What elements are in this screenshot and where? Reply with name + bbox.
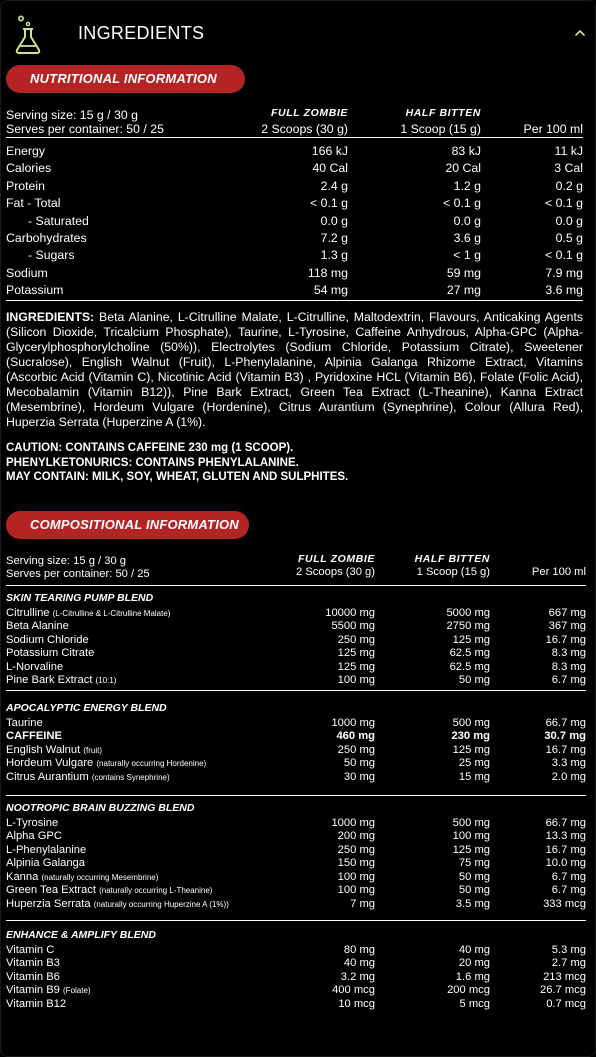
value-full-zombie: 125 mg xyxy=(337,660,375,673)
ingredient-name: Taurine xyxy=(6,717,43,729)
value-per-100ml: 66.7 mg xyxy=(545,817,586,829)
ingredient-row-name xyxy=(6,647,94,659)
ingredient-name: Vitamin B12 xyxy=(6,997,67,1010)
per-100ml-header: Per 100 ml xyxy=(523,122,583,136)
caution-caffeine: CAUTION: CONTAINS CAFFEINE 230 mg (1 SCOOP). xyxy=(6,442,294,454)
value-half-bitten: 1.6 mg xyxy=(455,970,490,983)
ingredient-row-name xyxy=(6,717,43,729)
value-half-bitten: 230 mg xyxy=(451,730,490,743)
value-half-bitten: 40 mg xyxy=(458,944,490,956)
ingredients-label: INGREDIENTS: xyxy=(6,310,95,324)
ingredient-name: Vitamin B3 xyxy=(6,957,60,970)
value-half-bitten: 62.5 mg xyxy=(449,647,490,660)
ingredient-row-name xyxy=(6,817,58,829)
nutritional-information-pill: NUTRITIONAL INFORMATION xyxy=(6,65,245,93)
value-per-100ml: 26.7 mcg xyxy=(539,984,586,997)
flask-icon xyxy=(13,15,43,55)
ingredient-row-name xyxy=(6,898,229,910)
value-full-zombie: 30 mg xyxy=(343,770,375,783)
value-half-bitten: 50 mg xyxy=(458,870,490,883)
ingredient-row-name xyxy=(6,844,86,856)
ingredient-row-name xyxy=(6,998,66,1010)
serves-per-container: Serves per container: 50 / 25 xyxy=(6,122,164,136)
ingredient-name: Pine Bark Extract xyxy=(6,674,93,687)
value-per-100ml: 213 mcg xyxy=(543,970,586,983)
value-per-100ml: 6.7 mg xyxy=(551,884,586,897)
nutrient-value-half-bitten: 1.2 g xyxy=(453,178,481,193)
blend-title: NOOTROPIC BRAIN BUZZING BLEND xyxy=(6,802,195,814)
value-per-100ml: 367 mg xyxy=(548,620,586,633)
cautions xyxy=(6,441,583,485)
nutrient-value-per-100ml: 0.0 g xyxy=(555,213,583,228)
ingredient-note: (L-Citrulline & L-Citrulline Malate) xyxy=(52,609,171,618)
half-bitten-subheader: 1 Scoop (15 g) xyxy=(400,122,481,136)
value-full-zombie: 200 mg xyxy=(337,830,375,843)
ingredient-row-name xyxy=(6,944,54,956)
ingredient-name: L-Phenylalanine xyxy=(6,843,87,856)
value-full-zombie: 5500 mg xyxy=(331,620,375,633)
value-per-100ml: 16.7 mg xyxy=(545,743,586,756)
ingredient-row-name xyxy=(6,674,116,686)
value-half-bitten: 125 mg xyxy=(452,633,490,646)
nutrient-value-per-100ml: 0.5 g xyxy=(555,231,583,245)
value-half-bitten: 15 mg xyxy=(458,770,490,783)
nutrient-value-half-bitten: 0.0 g xyxy=(453,213,481,228)
value-full-zombie: 400 mcg xyxy=(332,984,375,997)
nutrient-name: - Saturated xyxy=(28,213,89,228)
nutrient-name: Carbohydrates xyxy=(6,231,87,245)
nutrient-value-full-zombie: < 0.1 g xyxy=(310,196,348,211)
blend-divider xyxy=(6,585,586,586)
ingredient-row-name xyxy=(6,607,170,619)
ingredient-name: Huperzia Serrata xyxy=(6,897,91,910)
nutrition-footer-divider xyxy=(6,300,583,301)
ingredient-name: English Walnut xyxy=(6,743,81,756)
nutrient-name: Sodium xyxy=(6,265,48,280)
value-per-100ml: 2.0 mg xyxy=(551,770,586,783)
nutrient-value-full-zombie: 2.4 g xyxy=(320,178,348,193)
caution-phenylketonurics: PHENYLKETONURICS: CONTAINS PHENYLALANINE. xyxy=(6,456,299,469)
value-half-bitten: 25 mg xyxy=(458,757,490,770)
comp-serving-size: Serving size: 15 g / 30 g xyxy=(6,555,127,567)
ingredient-row-name xyxy=(6,634,89,646)
value-per-100ml: 667 mg xyxy=(548,607,586,619)
value-half-bitten: 500 mg xyxy=(452,717,490,729)
value-full-zombie: 100 mg xyxy=(337,870,375,883)
value-full-zombie: 10 mcg xyxy=(338,997,375,1010)
ingredient-row-name xyxy=(6,857,85,869)
nutrient-value-full-zombie: 166 kJ xyxy=(311,144,348,158)
value-full-zombie: 7 mg xyxy=(350,897,375,910)
ingredient-name: Vitamin B6 xyxy=(6,970,60,983)
comp-half-bitten-header: HALF BITTEN xyxy=(414,553,490,565)
value-half-bitten: 62.5 mg xyxy=(449,660,490,673)
comp-half-bitten-subheader: 1 Scoop (15 g) xyxy=(416,566,490,578)
full-zombie-subheader: 2 Scoops (30 g) xyxy=(261,122,348,136)
value-full-zombie: 100 mg xyxy=(337,884,375,897)
caution-allergens: MAY CONTAIN: MILK, SOY, WHEAT, GLUTEN AND SULPHITES. xyxy=(6,471,349,483)
value-per-100ml: 5.3 mg xyxy=(551,944,586,956)
nutrient-value-full-zombie: 7.2 g xyxy=(320,231,348,245)
blend-title: SKIN TEARING PUMP BLEND xyxy=(6,592,154,604)
value-full-zombie: 125 mg xyxy=(337,647,375,660)
nutrition-table xyxy=(6,106,583,301)
ingredient-note: (contains Synephrine) xyxy=(91,772,170,782)
value-full-zombie: 1000 mg xyxy=(331,817,375,829)
blend-divider xyxy=(6,795,586,796)
value-full-zombie: 40 mg xyxy=(343,957,375,970)
ingredient-note: (fruit) xyxy=(83,745,102,755)
nutrient-value-full-zombie: 0.0 g xyxy=(320,213,348,228)
ingredient-name: Vitamin C xyxy=(6,944,55,956)
nutrient-value-per-100ml: < 0.1 g xyxy=(545,248,583,263)
ingredients-list xyxy=(6,310,583,430)
value-half-bitten: 50 mg xyxy=(458,884,490,897)
value-per-100ml: 8.3 mg xyxy=(551,660,586,673)
ingredient-name: Potassium Citrate xyxy=(6,647,95,660)
nutrient-value-per-100ml: 11 kJ xyxy=(554,144,583,158)
ingredient-name: Beta Alanine xyxy=(6,620,69,633)
blend-divider xyxy=(6,690,586,691)
ingredient-note: (naturally occurring L-Theanine) xyxy=(99,886,213,896)
full-zombie-header: FULL ZOMBIE xyxy=(271,107,348,119)
value-full-zombie: 250 mg xyxy=(337,843,375,856)
value-per-100ml: 0.7 mcg xyxy=(546,997,586,1010)
value-per-100ml: 6.7 mg xyxy=(551,674,586,687)
nutrient-value-per-100ml: < 0.1 g xyxy=(545,196,583,211)
value-per-100ml: 333 mcg xyxy=(543,897,586,910)
value-half-bitten: 75 mg xyxy=(458,857,490,870)
value-full-zombie: 80 mg xyxy=(343,944,375,956)
value-full-zombie: 1000 mg xyxy=(331,717,375,729)
value-half-bitten: 2750 mg xyxy=(446,620,490,633)
ingredient-row-name xyxy=(6,971,60,983)
value-per-100ml: 16.7 mg xyxy=(545,843,586,856)
blend-title: ENHANCE & AMPLIFY BLEND xyxy=(6,929,156,941)
nutrient-name: Fat - Total xyxy=(6,196,61,211)
ingredient-name: CAFFEINE xyxy=(6,730,62,743)
value-per-100ml: 10.0 mg xyxy=(545,857,586,870)
value-full-zombie: 250 mg xyxy=(337,743,375,756)
nutrient-value-per-100ml: 3 Cal xyxy=(554,161,583,176)
value-half-bitten: 20 mg xyxy=(458,957,490,970)
nutrient-value-per-100ml: 7.9 mg xyxy=(545,265,583,280)
compositional-information-pill: COMPOSITIONAL INFORMATION xyxy=(6,511,249,539)
value-full-zombie: 50 mg xyxy=(343,757,375,770)
ingredient-row-name xyxy=(6,884,212,896)
value-half-bitten: 5 mcg xyxy=(459,997,490,1010)
nutrient-name: Calories xyxy=(6,161,52,176)
ingredient-name: Alpha GPC xyxy=(6,830,62,843)
ingredients-text: Beta Alanine, L-Citrulline Malate, L-Citrulline, Maltodextrin, Flavours, Anticaking Agents (Silicon Dioxide, Tricalcium Phosphate), Taurine, L-Tyrosine, Caffeine Anhydrous, Alpha-GPC (Alpha-Glycerylphosphorylcholine (50%)), Electrolytes (Sodium Chloride, Potassium Citrate), Sweetener (Sucralose), English Walnut (Fruit), L-Phenylalanine, Alpinia Galanga Rhizome Extract, Vitamins (Ascorbic Acid (Vitamin C), Nicotinic Acid (Vitamin B3) , Pyridoxine HCL (Vitamin B6), Folate (Folic Acid), Mecobalamin (Vitamin B12)), Pine Bark Extract, Green Tea Extract (L-Theanine), Kanna Extract (Mesembrine), Hordeum Vulgare (Hordenine), Citrus Aurantium (Synephrine), Colour (Allura Red), Huperzia Serrata (Huperzine A (1%). xyxy=(6,310,584,429)
nutrient-value-half-bitten: < 0.1 g xyxy=(443,196,481,211)
value-full-zombie: 3.2 mg xyxy=(340,970,375,983)
value-full-zombie: 100 mg xyxy=(337,674,375,687)
value-per-100ml: 66.7 mg xyxy=(545,717,586,729)
ingredient-row-name xyxy=(6,871,158,883)
ingredient-name: Sodium Chloride xyxy=(6,633,89,646)
value-half-bitten: 100 mg xyxy=(452,830,490,843)
ingredient-row-name xyxy=(6,730,62,742)
nutrient-value-full-zombie: 54 mg xyxy=(313,283,348,298)
ingredient-row-name xyxy=(6,984,91,996)
ingredient-note: (Folate) xyxy=(63,986,91,996)
ingredient-note: (naturally occurring Hordenine) xyxy=(96,759,207,769)
accordion-header[interactable] xyxy=(1,11,596,57)
composition-table xyxy=(6,552,586,1022)
blend-divider xyxy=(6,920,586,921)
blend-title: APOCALYPTIC ENERGY BLEND xyxy=(6,702,167,714)
nutrient-name: Protein xyxy=(6,178,45,193)
nutrient-value-full-zombie: 40 Cal xyxy=(312,161,348,176)
ingredient-name: Green Tea Extract xyxy=(6,884,96,897)
section-title: INGREDIENTS xyxy=(78,23,205,43)
nutrient-value-half-bitten: < 1 g xyxy=(453,248,481,263)
value-half-bitten: 3.5 mg xyxy=(455,897,490,910)
value-half-bitten: 125 mg xyxy=(452,743,490,756)
value-half-bitten: 125 mg xyxy=(452,843,490,856)
value-per-100ml: 13.3 mg xyxy=(545,830,586,843)
nutrient-value-per-100ml: 3.6 mg xyxy=(545,283,583,298)
nutrient-value-per-100ml: 0.2 g xyxy=(555,178,583,193)
ingredient-name: Citrulline xyxy=(6,607,50,619)
nutrient-value-half-bitten: 3.6 g xyxy=(453,231,481,245)
ingredient-row-name xyxy=(6,661,63,673)
ingredient-name: Alpinia Galanga xyxy=(6,857,85,870)
ingredient-note: (naturally occurring Huperzine A (1%)) xyxy=(93,899,229,909)
nutrient-value-half-bitten: 27 mg xyxy=(446,283,481,298)
ingredient-row-name xyxy=(6,830,62,842)
nutrient-value-half-bitten: 20 Cal xyxy=(445,161,481,176)
nutrient-value-half-bitten: 83 kJ xyxy=(451,144,481,158)
value-per-100ml: 3.3 mg xyxy=(551,757,586,770)
value-per-100ml: 30.7 mg xyxy=(544,730,586,743)
comp-serves-per-container: Serves per container: 50 / 25 xyxy=(6,568,150,580)
value-per-100ml: 6.7 mg xyxy=(551,870,586,883)
nutrient-name: Potassium xyxy=(6,283,64,298)
serving-size: Serving size: 15 g / 30 g xyxy=(6,108,138,122)
nutrient-value-half-bitten: 59 mg xyxy=(446,265,481,280)
ingredient-name: Kanna xyxy=(6,870,39,883)
ingredient-name: L-Norvaline xyxy=(6,660,64,673)
ingredient-row-name xyxy=(6,757,206,769)
ingredient-name: Citrus Aurantium xyxy=(6,770,89,783)
ingredient-row-name xyxy=(6,957,60,969)
value-half-bitten: 200 mcg xyxy=(447,984,490,997)
comp-full-zombie-header: FULL ZOMBIE xyxy=(298,553,375,565)
value-full-zombie: 10000 mg xyxy=(325,607,375,619)
value-per-100ml: 2.7 mg xyxy=(551,957,586,970)
nutrient-value-full-zombie: 118 mg xyxy=(307,265,348,280)
half-bitten-header: HALF BITTEN xyxy=(405,107,481,119)
nutrient-value-full-zombie: 1.3 g xyxy=(320,248,348,263)
ingredient-note: (10:1) xyxy=(95,676,117,686)
ingredient-row-name xyxy=(6,744,102,756)
comp-full-zombie-subheader: 2 Scoops (30 g) xyxy=(296,566,375,578)
value-half-bitten: 5000 mg xyxy=(446,607,490,619)
value-full-zombie: 460 mg xyxy=(336,730,375,743)
nutrient-name: Energy xyxy=(6,144,45,158)
value-half-bitten: 50 mg xyxy=(458,674,490,687)
ingredient-name: L-Tyrosine xyxy=(6,817,59,829)
nutrient-name: - Sugars xyxy=(28,248,75,263)
ingredient-name: Vitamin B9 xyxy=(6,984,60,997)
value-full-zombie: 150 mg xyxy=(337,857,375,870)
value-full-zombie: 250 mg xyxy=(337,633,375,646)
ingredient-row-name xyxy=(6,771,170,783)
value-per-100ml: 8.3 mg xyxy=(551,647,586,660)
nutrition-header-divider xyxy=(6,137,583,138)
ingredient-name: Hordeum Vulgare xyxy=(6,757,94,770)
value-per-100ml: 16.7 mg xyxy=(545,633,586,646)
value-half-bitten: 500 mg xyxy=(452,817,490,829)
ingredient-note: (naturally occurring Mesembrine) xyxy=(41,872,159,882)
chevron-up-icon[interactable] xyxy=(572,25,588,41)
ingredient-row-name xyxy=(6,620,69,632)
comp-per-100ml-header: Per 100 ml xyxy=(531,566,586,578)
